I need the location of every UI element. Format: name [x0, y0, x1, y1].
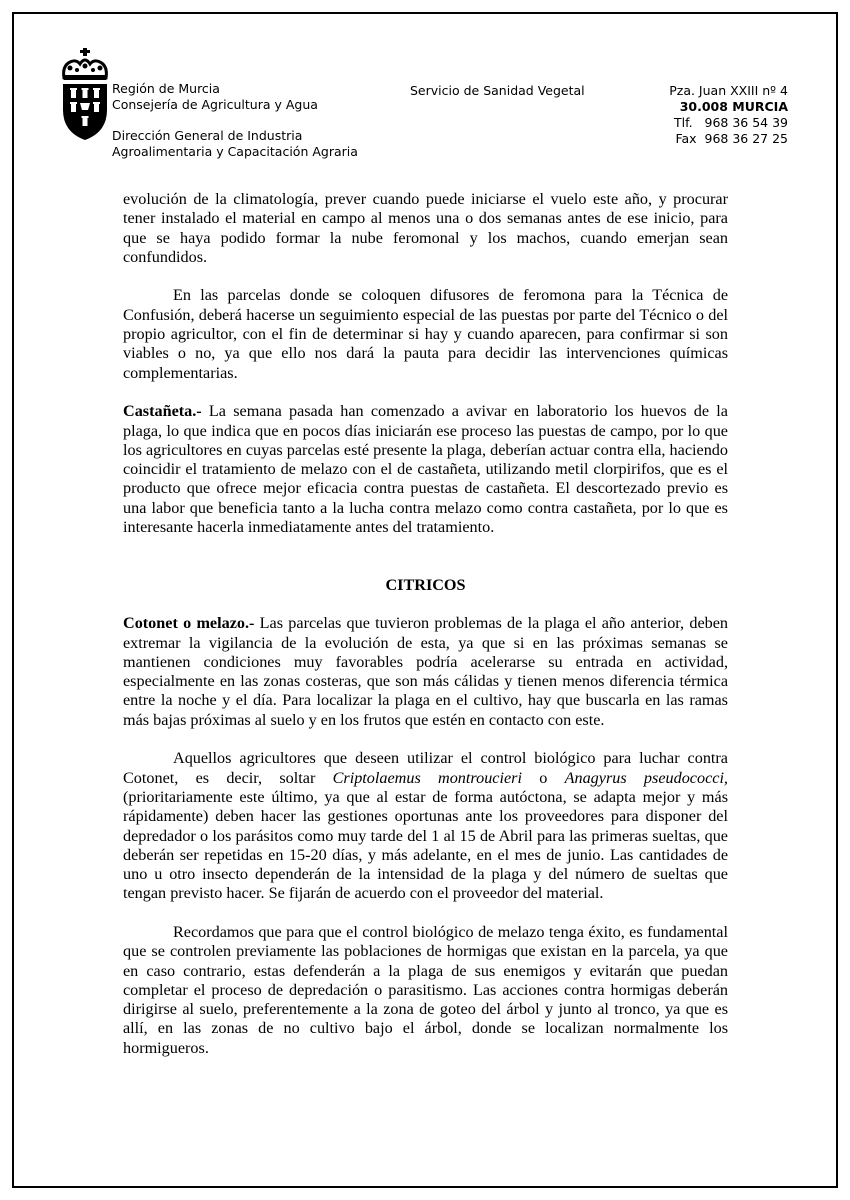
org-ministry: Consejería de Agricultura y Agua: [112, 97, 318, 112]
address-street: Pza. Juan XXIII nº 4: [669, 83, 788, 98]
org-region: Región de Murcia: [112, 81, 220, 96]
contact-block: [669, 83, 788, 147]
bio-text-b: o: [521, 768, 565, 787]
fax-number: Fax 968 36 27 25: [675, 131, 788, 146]
paragraph-confusion-technique: En las parcelas donde se coloquen difusores de feromona para la Técnica de Confusión, deberá hacerse un seguimiento especial de las puestas por parte del Técnico o del propio agricultor, con el fin de determinar si hay y cuando aparecen, para confirmar si son viables o no, ya que ello nos dará la pauta para decidir las intervenciones químicas complementarias.: [123, 286, 728, 382]
bio-text-c: (prioritariamente este último, ya que al estar de forma autóctona, se adapta mejor y más rápidamente) deben hacer las gestiones oportunas ante los proveedores para disponer del depredador o los parásitos como muy tarde del 1 al 15 de Abril para las primeras sueltas, que deberán ser repetidas en 15-20 días, y más adelante, en el mes de junio. Las cantidades de uno u otro insecto dependerán de la intensidad de la plaga y del número de sueltas que tengan previsto hacer. Se fijarán de acuerdo con el proveedor del material.: [123, 787, 728, 903]
dept-line-2: Agroalimentaria y Capacitación Agraria: [112, 144, 358, 159]
bio-text-a: Aquellos agricultores que deseen utilizar el control biológico para luchar contra Cotonet, es decir, soltar: [123, 749, 728, 787]
paragraph-continuation: evolución de la climatología, prever cuando puede iniciarse el vuelo este año, y procurar tener instalado el material en campo al menos una o dos semanas antes de ese inicio, para que se haya podido formar la nube feromonal y los machos, cuando emerjan sean confundidos.: [123, 190, 728, 266]
paragraph-cotonet: [123, 614, 728, 730]
organization-block: [112, 81, 318, 113]
paragraph-biological-control: [123, 749, 728, 903]
region-murcia-coat-of-arms-logo: [60, 48, 110, 140]
dept-line-1: Dirección General de Industria: [112, 128, 303, 143]
castaneta-text: La semana pasada han comenzado a avivar en laboratorio los huevos de la plaga, lo que indica que en pocos días iniciarán ese proceso las puestas de campo, por lo que los agricultores en cuyas parcelas esté presente la plaga, deberían actuar contra ella, haciendo coincidir el tratamiento de melazo con el de castañeta, utilizando metil clorpirifos, que es el producto que ofrece mejor eficacia contra puestas de castañeta. El descortezado previo es una labor que beneficia tanto a la lucha contra melazo como contra castañeta, por lo que es interesante hacerla inmediatamente antes del tratamiento.: [123, 402, 728, 537]
paragraph-ants-control: Recordamos que para que el control biológico de melazo tenga éxito, es fundamental que se controlen previamente las poblaciones de hormigas que existan en la parcela, ya que en caso contrario, estas defenderán a la plaga de sus enemigos y evitarán que puedan completar el proceso de depredación o parasitismo. Las acciones contra hormigas deberán dirigirse al suelo, preferentemente a la zona de goteo del árbol y junto al tronco, ya que es allí, en las zonas de no cultivo bajo el árbol, donde se localizan normalmente los hormigueros.: [123, 922, 728, 1057]
castaneta-label: Castañeta.-: [123, 402, 202, 421]
species-criptolaemus: Criptolaemus montroucieri: [332, 768, 522, 787]
paragraph-castaneta: [123, 402, 728, 537]
document-body: [123, 190, 728, 1077]
cotonet-label: Cotonet o melazo.-: [123, 614, 255, 633]
phone-number: Tlf. 968 36 54 39: [674, 115, 788, 130]
service-name: Servicio de Sanidad Vegetal: [410, 83, 585, 98]
section-title: CITRICOS: [385, 575, 466, 594]
cotonet-text: Las parcelas que tuvieron problemas de la plaga el año anterior, deben extremar la vigilancia de la evolución de esta, ya que si en las próximas semanas se mantienen condiciones muy favorables podría acelerarse su entrada en actividad, especialmente en las zonas costeras, que son más cálidas y tienen menos diferencia térmica entre la noche y el día. Para localizar la plaga en el cultivo, hay que buscarla en las ramas más bajas próximas al suelo y en los frutos que estén en contacto con este.: [123, 614, 728, 729]
species-anagyrus: Anagyrus pseudococci,: [564, 768, 728, 787]
department-block: [112, 128, 358, 160]
address-city: 30.008 MURCIA: [679, 99, 788, 114]
